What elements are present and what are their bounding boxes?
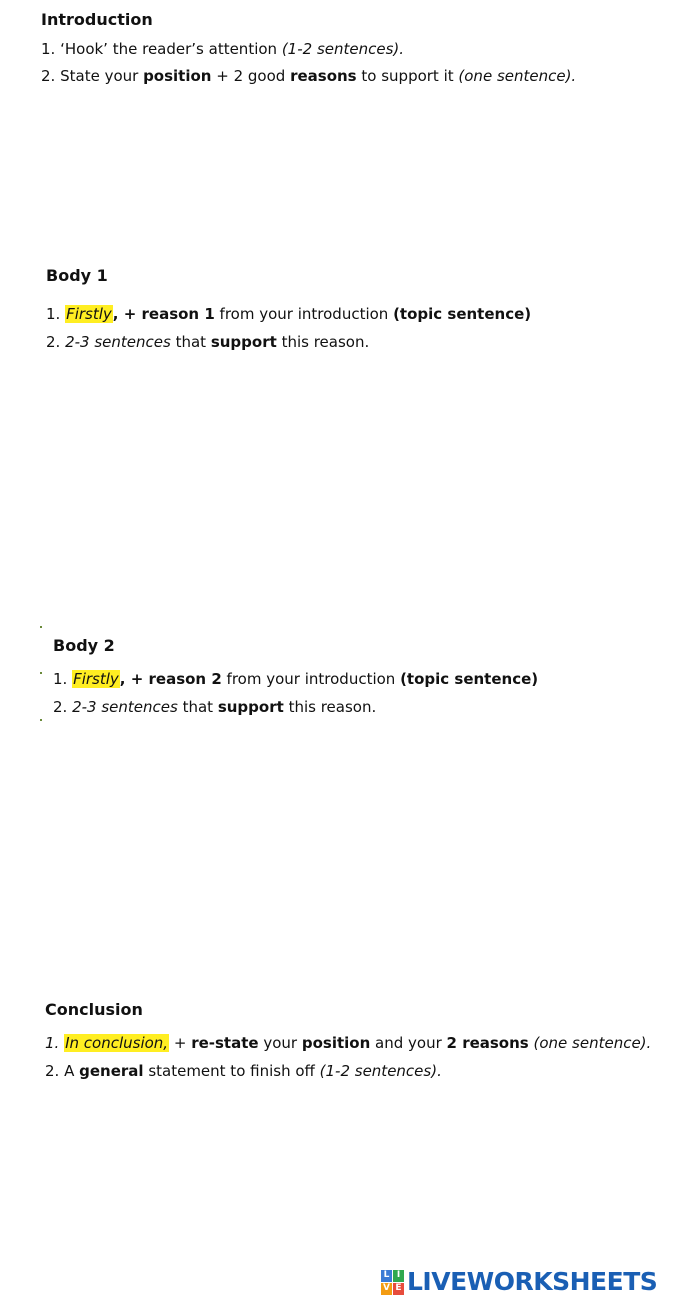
item-text: and your <box>370 1034 447 1052</box>
highlighted-transition: In conclusion, <box>65 1034 169 1052</box>
item-number: 2. <box>41 67 61 85</box>
body-1-heading: Body 1 <box>46 266 108 285</box>
item-bold-support: support <box>210 333 277 351</box>
liveworksheets-logo-icon <box>381 1270 404 1295</box>
item-number: 2. <box>46 333 66 351</box>
item-bold-topic: (topic sentence) <box>393 305 532 323</box>
body-1-item-2 <box>46 333 369 351</box>
logo-letter-i: I <box>393 1270 404 1282</box>
item-bold-restate: re-state <box>191 1034 259 1052</box>
logo-letter-e: E <box>393 1283 404 1295</box>
logo-letter-l: L <box>381 1270 392 1282</box>
highlighted-transition: Firstly <box>73 670 119 688</box>
item-text: + <box>169 1034 192 1052</box>
item-text: from your introduction <box>214 305 394 323</box>
conclusion-item-2 <box>45 1062 442 1080</box>
item-bold-reason: , + reason 2 <box>119 670 222 688</box>
conclusion-item-1 <box>45 1034 651 1052</box>
item-note: (one sentence). <box>458 67 577 85</box>
item-bold-topic: (topic sentence) <box>400 670 539 688</box>
item-note: (1-2 sentences). <box>319 1062 442 1080</box>
item-text: ‘Hook’ the reader’s attention <box>60 40 282 58</box>
item-text: to support it <box>356 67 459 85</box>
item-bold-support: support <box>217 698 284 716</box>
conclusion-heading: Conclusion <box>45 1000 143 1019</box>
item-number: 1. <box>45 1034 65 1052</box>
item-note: (one sentence). <box>528 1034 652 1052</box>
item-number: 2. A <box>45 1062 80 1080</box>
scan-speck <box>40 672 42 674</box>
liveworksheets-logo[interactable] <box>381 1267 657 1297</box>
item-bold-general: general <box>79 1062 144 1080</box>
item-bold-position: position <box>301 1034 371 1052</box>
item-text: from your introduction <box>221 670 401 688</box>
item-bold-reason: , + reason 1 <box>112 305 215 323</box>
item-text: that <box>170 333 211 351</box>
item-note: (1-2 sentences). <box>281 40 405 58</box>
body-2-item-1 <box>53 670 538 688</box>
item-text: this reason. <box>276 333 370 351</box>
item-number: 1. <box>41 40 61 58</box>
item-italic: 2-3 sentences <box>72 698 178 716</box>
item-text: your <box>258 1034 302 1052</box>
introduction-heading: Introduction <box>41 10 153 29</box>
logo-wordmark: LIVEWORKSHEETS <box>407 1267 658 1296</box>
body-2-item-2 <box>53 698 376 716</box>
item-text: + 2 good <box>211 67 291 85</box>
introduction-item-2 <box>41 67 576 85</box>
item-italic: 2-3 sentences <box>65 333 171 351</box>
body-1-item-1 <box>46 305 531 323</box>
body-2-heading: Body 2 <box>53 636 115 655</box>
item-number: 1. <box>46 305 66 323</box>
logo-letter-v: V <box>381 1283 392 1295</box>
item-bold-reasons: reasons <box>290 67 357 85</box>
scan-speck <box>40 626 42 628</box>
highlighted-transition: Firstly <box>66 305 112 323</box>
item-text: that <box>177 698 218 716</box>
item-text: statement to finish off <box>143 1062 320 1080</box>
scan-speck <box>40 719 42 721</box>
item-text: State your <box>60 67 144 85</box>
item-text: this reason. <box>283 698 377 716</box>
introduction-item-1 <box>41 40 404 58</box>
item-bold-position: position <box>143 67 212 85</box>
item-number: 2. <box>53 698 73 716</box>
item-number: 1. <box>53 670 73 688</box>
item-bold-reasons: 2 reasons <box>446 1034 529 1052</box>
